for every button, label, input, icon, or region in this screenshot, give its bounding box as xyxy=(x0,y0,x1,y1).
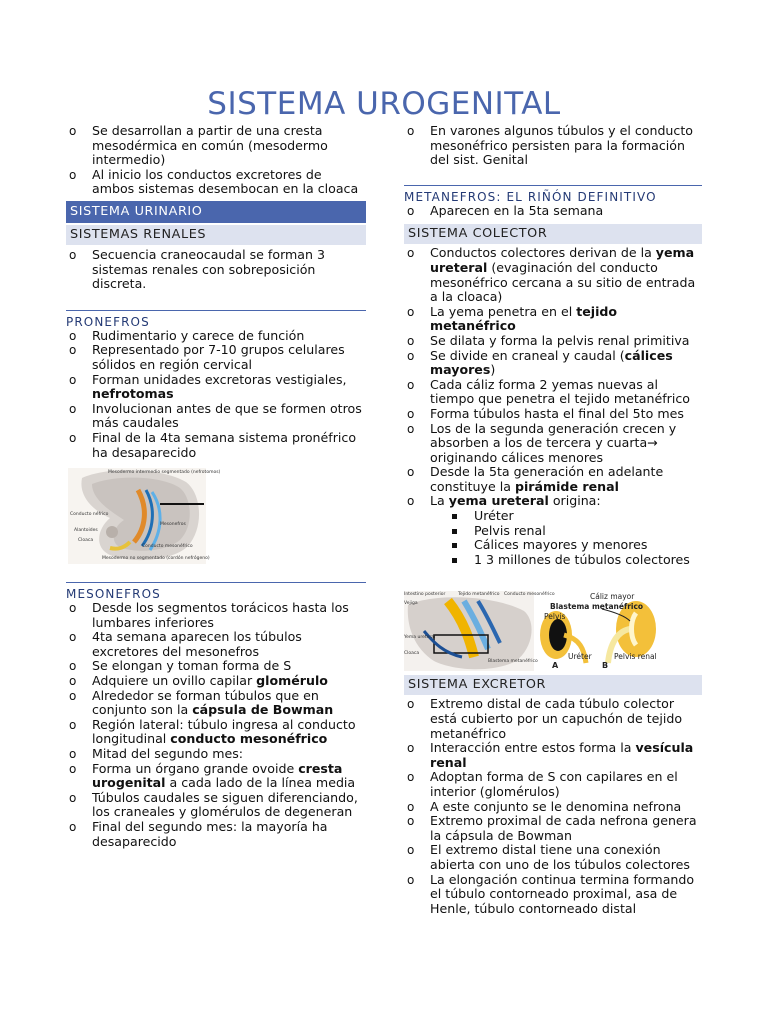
section-header-pronefros: PRONEFROS xyxy=(66,310,366,329)
section-header-mesonefros: MESONEFROS xyxy=(66,582,366,601)
bold-term: nefrotomas xyxy=(92,386,174,402)
fig-label: Conducto mesonéfrico xyxy=(142,544,193,550)
list-item xyxy=(66,373,366,402)
list-item xyxy=(404,465,702,494)
section-header-colector: SISTEMA COLECTOR xyxy=(404,224,702,244)
item-text: Interacción entre estos forma la xyxy=(430,740,636,756)
list-item xyxy=(404,494,702,567)
bold-term: vesícula renal xyxy=(430,740,694,770)
bold-term: yema ureteral xyxy=(448,493,549,509)
item-text: Desde la 5ta generación en adelante constituye la xyxy=(430,464,664,494)
metanefros-list xyxy=(404,204,702,219)
item-text: Conductos colectores derivan de la xyxy=(430,245,656,261)
list-item: o Involucionan antes de que se formen otros más caudales xyxy=(66,402,366,431)
list-item: o 4ta semana aparecen los túbulos excretores del mesonefros xyxy=(66,630,366,659)
list-item xyxy=(404,246,702,304)
metanefros-figure xyxy=(404,591,664,671)
bold-term: glomérulo xyxy=(256,673,328,689)
fig-label: Cáliz mayor xyxy=(590,592,635,602)
fig-letter: B xyxy=(602,661,609,671)
section-header-metanefros: METANEFROS: EL RIÑÓN DEFINITIVO xyxy=(404,185,702,204)
fig-label: Pelvis xyxy=(544,612,566,622)
list-item xyxy=(404,741,702,770)
fig-label: Mesodermo intermedio segmentado (nefrotomos) xyxy=(108,470,221,476)
fig-label: Cloaca xyxy=(78,538,94,544)
right-column xyxy=(404,124,702,916)
list-item: o Rudimentario y carece de función xyxy=(66,329,366,344)
right-intro-list xyxy=(404,124,702,168)
fig-label: Conducto néfrico xyxy=(70,512,109,518)
fig-label: Conducto mesonéfrico xyxy=(504,592,555,598)
list-item: o Final de la 4ta semana sistema pronéfrico ha desaparecido xyxy=(66,431,366,460)
sub-list-item: Uréter xyxy=(450,509,702,524)
fig-label: Blastema metanéfrico xyxy=(550,602,644,612)
list-item: o En varones algunos túbulos y el conducto mesonéfrico persisten para la formación del sist. Genital xyxy=(404,124,702,168)
item-text: a cada lado de la línea media xyxy=(165,775,356,791)
excretor-list xyxy=(404,697,702,916)
section-header-renales: SISTEMAS RENALES xyxy=(66,225,366,245)
fig-label: Uréter xyxy=(568,652,592,662)
bold-term: conducto mesonéfrico xyxy=(170,731,328,747)
fig-label: Pelvis renal xyxy=(614,652,657,662)
colector-list xyxy=(404,246,702,567)
section-header-urinario: SISTEMA URINARIO xyxy=(66,201,366,223)
list-item xyxy=(66,674,366,689)
bold-term: pirámide renal xyxy=(514,478,619,494)
sub-list-item: 1 3 millones de túbulos colectores xyxy=(450,553,702,568)
list-item: o Adoptan forma de S con capilares en el interior (glomérulos) xyxy=(404,770,702,799)
fig-label: Blastema metanéfrico xyxy=(488,659,538,665)
bold-term: tejido metanéfrico xyxy=(430,303,618,334)
item-text: origina: xyxy=(548,493,601,509)
renales-list xyxy=(66,248,366,292)
list-item xyxy=(66,762,366,791)
item-text: Región lateral: túbulo ingresa al conducto longitudinal xyxy=(92,716,356,747)
list-item: o El extremo distal tiene una conexión abierta con uno de los túbulos colectores xyxy=(404,843,702,872)
item-text: ) xyxy=(490,362,496,378)
list-item: o Se dilata y forma la pelvis renal primitiva xyxy=(404,334,702,349)
list-item xyxy=(66,718,366,747)
list-item: o Al inicio los conductos excretores de ambos sistemas desembocan en la cloaca xyxy=(66,168,366,197)
pronefros-list xyxy=(66,329,366,460)
list-item: o Aparecen en la 5ta semana xyxy=(404,204,702,219)
item-text: Adquiere un ovillo capilar xyxy=(92,673,257,689)
list-item: o Mitad del segundo mes: xyxy=(66,747,366,762)
list-item: o Extremo proximal de cada nefrona genera la cápsula de Bowman xyxy=(404,814,702,843)
fig-label: Alantoides xyxy=(74,528,98,534)
list-item: o Representado por 7-10 grupos celulares sólidos en región cervical xyxy=(66,343,366,372)
item-text: La yema penetra en el xyxy=(430,303,577,319)
bold-term: cresta urogenital xyxy=(92,760,343,791)
fig-label: Cloaca xyxy=(404,651,420,657)
mesonefros-list xyxy=(66,601,366,849)
list-item: o Secuencia craneocaudal se forman 3 sistemas renales con sobreposición discreta. xyxy=(66,248,366,292)
pronefros-figure xyxy=(68,468,221,564)
fig-letter: A xyxy=(552,661,559,671)
section-header-excretor: SISTEMA EXCRETOR xyxy=(404,675,702,695)
fig-label: Vejiga xyxy=(404,601,418,607)
sub-list-item: Cálices mayores y menores xyxy=(450,538,702,553)
list-item: o Se desarrollan a partir de una cresta mesodérmica en común (mesodermo intermedio) xyxy=(66,124,366,168)
item-text: Alrededor se forman túbulos que en conjunto son la xyxy=(92,687,319,718)
item-text: Forman unidades excretoras vestigiales, xyxy=(92,371,347,387)
sub-list-item: Pelvis renal xyxy=(450,524,702,539)
list-item: o Cada cáliz forma 2 yemas nuevas al tiempo que penetra el tejido metanéfrico xyxy=(404,378,702,407)
item-text: Se divide en craneal y caudal ( xyxy=(430,347,625,363)
fig-label: Mesodermo no segmentado (cordón nefrógeno) xyxy=(102,556,210,562)
list-item: o La elongación continua termina formando el túbulo contorneado proximal, asa de Henle, túbulo contorneado distal xyxy=(404,873,702,917)
bold-term: yema ureteral xyxy=(430,245,695,275)
list-item xyxy=(404,349,702,378)
list-item: o A este conjunto se le denomina nefrona xyxy=(404,800,702,815)
page-title: SISTEMA UROGENITAL xyxy=(207,86,561,122)
fig-label: Tejido metanéfrico xyxy=(458,592,500,598)
left-column xyxy=(66,124,366,849)
fig-label: Intestino posterior xyxy=(404,592,446,598)
bold-term: cápsula de Bowman xyxy=(192,702,334,718)
list-item: o Los de la segunda generación crecen y absorben a los de tercera y cuarta→ originando cálices menores xyxy=(404,422,702,466)
list-item xyxy=(66,689,366,718)
yema-sublist xyxy=(430,509,702,567)
list-item: o Extremo distal de cada túbulo colector está cubierto por un capuchón de tejido metanéfrico xyxy=(404,697,702,741)
list-item: o Final del segundo mes: la mayoría ha desaparecido xyxy=(66,820,366,849)
fig-label: Mesonefros xyxy=(160,522,186,528)
bold-term: cálices mayores xyxy=(430,347,673,378)
list-item: o Desde los segmentos torácicos hasta los lumbares inferiores xyxy=(66,601,366,630)
item-text: La xyxy=(430,493,449,509)
item-text: (evaginación del conducto mesonéfrico cercana a su sitio de entrada a la cloaca) xyxy=(430,259,696,305)
list-item: o Túbulos caudales se siguen diferenciando, los craneales y glomérulos de degeneran xyxy=(66,791,366,820)
list-item xyxy=(404,305,702,334)
intro-list xyxy=(66,124,366,197)
list-item: o Se elongan y toman forma de S xyxy=(66,659,366,674)
item-text: Forma un órgano grande ovoide xyxy=(92,760,299,776)
list-item: o Forma túbulos hasta el final del 5to mes xyxy=(404,407,702,422)
fig-label: Yema ureteral xyxy=(404,635,436,641)
